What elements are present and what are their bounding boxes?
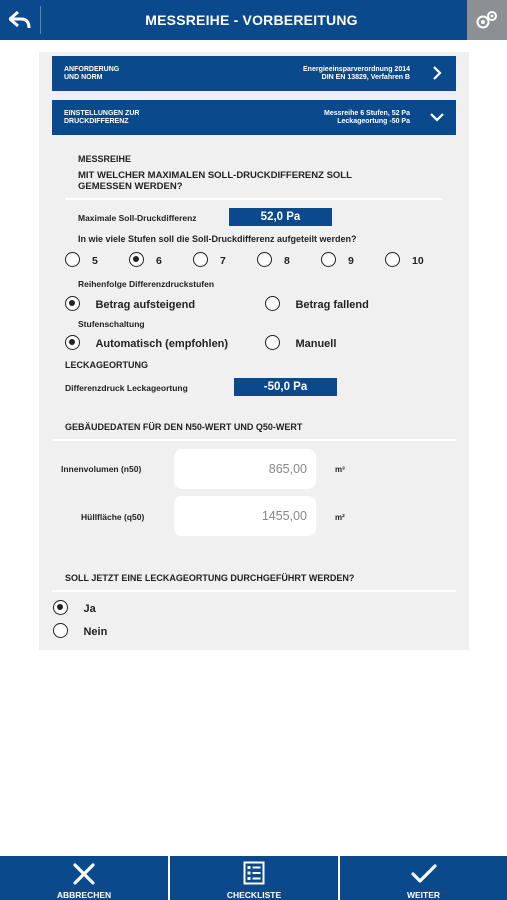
radio-button[interactable]: [65, 296, 80, 311]
radio-stufen-5[interactable]: [65, 251, 98, 269]
radio-label: 7: [220, 255, 226, 267]
leckage-differenzdruck-value[interactable]: -50,0 Pa: [234, 378, 337, 396]
messreihe-question: [78, 170, 438, 192]
question-line1: MIT WELCHER MAXIMALEN SOLL-DRUCKDIFFERENZ SOLL: [78, 170, 352, 181]
chevron-down-icon: [428, 108, 446, 126]
radio-label: Manuell: [295, 338, 337, 350]
accordion-title-line2: UND NORM: [64, 74, 103, 81]
huellflaeche-unit: m²: [335, 513, 345, 522]
radio-button[interactable]: [265, 296, 280, 311]
page-title: MESSREIHE - VORBEREITUNG: [145, 12, 358, 28]
radio-button[interactable]: [321, 252, 336, 267]
checklist-button[interactable]: [170, 856, 338, 900]
accordion-title-line1: EINSTELLUNGEN ZUR: [64, 110, 140, 117]
accordion-title: [64, 110, 139, 126]
radio-label: Nein: [83, 626, 108, 638]
radio-button[interactable]: [385, 252, 400, 267]
accordion-summary-line1: Messreihe 6 Stufen, 52 Pa: [324, 110, 410, 117]
divider: [65, 198, 443, 200]
back-arrow-icon: [9, 11, 31, 29]
bottom-bar: [0, 856, 507, 900]
radio-label: 5: [92, 255, 98, 267]
radio-label: 9: [348, 255, 354, 267]
radio-betrag-aufsteigend[interactable]: [65, 295, 195, 313]
divider: [52, 439, 456, 441]
radio-button[interactable]: [129, 252, 144, 267]
max-druckdifferenz-value[interactable]: 52,0 Pa: [229, 208, 332, 226]
chevron-right-icon: [428, 64, 446, 82]
main-panel: [39, 52, 469, 650]
radio-button[interactable]: [53, 623, 68, 638]
section-heading-messreihe: MESSREIHE: [78, 154, 132, 164]
max-druckdifferenz-label: Maximale Soll-Druckdifferenz: [78, 213, 197, 223]
huellflaeche-input[interactable]: 1455,00: [174, 496, 316, 536]
gear-icon: [475, 9, 499, 31]
innenvolumen-unit: m³: [335, 465, 345, 474]
radio-stufen-8[interactable]: [257, 251, 290, 269]
stufen-radio-group: [65, 251, 445, 269]
next-button[interactable]: [340, 856, 507, 900]
checkmark-icon: [411, 863, 437, 885]
reihenfolge-label: Reihenfolge Differenzdruckstufen: [78, 279, 215, 289]
settings-button[interactable]: [467, 0, 507, 40]
accordion-summary: [324, 110, 410, 126]
radio-label: 8: [284, 255, 290, 267]
radio-label: 6: [156, 255, 162, 267]
stufen-question: In wie viele Stufen soll die Soll-Druckdifferenz aufgeteilt werden?: [78, 234, 357, 244]
top-bar: [0, 0, 507, 40]
divider: [52, 590, 456, 592]
radio-betrag-fallend[interactable]: [265, 295, 369, 313]
accordion-summary-line2: Leckageortung -50 Pa: [337, 118, 410, 125]
accordion-title-line1: ANFORDERUNG: [64, 66, 120, 73]
radio-label: Betrag aufsteigend: [95, 299, 196, 311]
radio-label: Ja: [83, 603, 96, 615]
radio-button[interactable]: [257, 252, 272, 267]
section-heading-gebaeudedaten: GEBÄUDEDATEN FÜR DEN N50-WERT UND Q50-WERT: [65, 422, 303, 432]
cancel-button[interactable]: [0, 856, 168, 900]
checklist-label: CHECKLISTE: [226, 890, 282, 900]
radio-stufen-10[interactable]: [385, 251, 424, 269]
radio-label: 10: [412, 255, 424, 267]
radio-nein[interactable]: [53, 622, 107, 640]
radio-button[interactable]: [65, 252, 80, 267]
huellflaeche-label: Hüllfläche (q50): [81, 512, 145, 522]
next-label: WEITER: [406, 890, 441, 900]
innenvolumen-input[interactable]: 865,00: [174, 449, 316, 489]
leckage-differenzdruck-label: Differenzdruck Leckageortung: [65, 383, 188, 393]
radio-button[interactable]: [265, 335, 280, 350]
radio-manuell[interactable]: [265, 334, 336, 352]
radio-ja[interactable]: [53, 599, 96, 617]
accordion-anforderung[interactable]: [52, 56, 456, 91]
radio-stufen-9[interactable]: [321, 251, 354, 269]
radio-label: Automatisch (empfohlen): [95, 338, 229, 350]
radio-stufen-6[interactable]: [129, 251, 162, 269]
radio-button[interactable]: [193, 252, 208, 267]
innenvolumen-label: Innenvolumen (n50): [61, 464, 142, 474]
accordion-summary: [303, 66, 410, 82]
question-line2: GEMESSEN WERDEN?: [78, 181, 183, 192]
section-heading-leckageortung: LECKAGEORTUNG: [65, 360, 148, 370]
radio-automatisch[interactable]: [65, 334, 228, 352]
radio-button[interactable]: [65, 335, 80, 350]
radio-button[interactable]: [53, 600, 68, 615]
radio-label: Betrag fallend: [295, 299, 369, 311]
back-button[interactable]: [0, 0, 40, 40]
radio-stufen-7[interactable]: [193, 251, 226, 269]
accordion-title-line2: DRUCKDIFFERENZ: [64, 118, 129, 125]
leckageortung-question: SOLL JETZT EINE LECKAGEORTUNG DURCHGEFÜHRT WERDEN?: [65, 573, 355, 583]
cancel-label: ABBRECHEN: [56, 890, 112, 900]
accordion-druckdifferenz[interactable]: [52, 100, 456, 135]
accordion-title: [64, 66, 119, 82]
accordion-summary-line2: DIN EN 13829, Verfahren B: [321, 74, 410, 81]
accordion-summary-line1: Energieeinsparverordnung 2014: [303, 66, 410, 73]
stufenschaltung-label: Stufenschaltung: [78, 319, 145, 329]
checklist-icon: [243, 861, 265, 885]
close-icon: [72, 862, 96, 886]
